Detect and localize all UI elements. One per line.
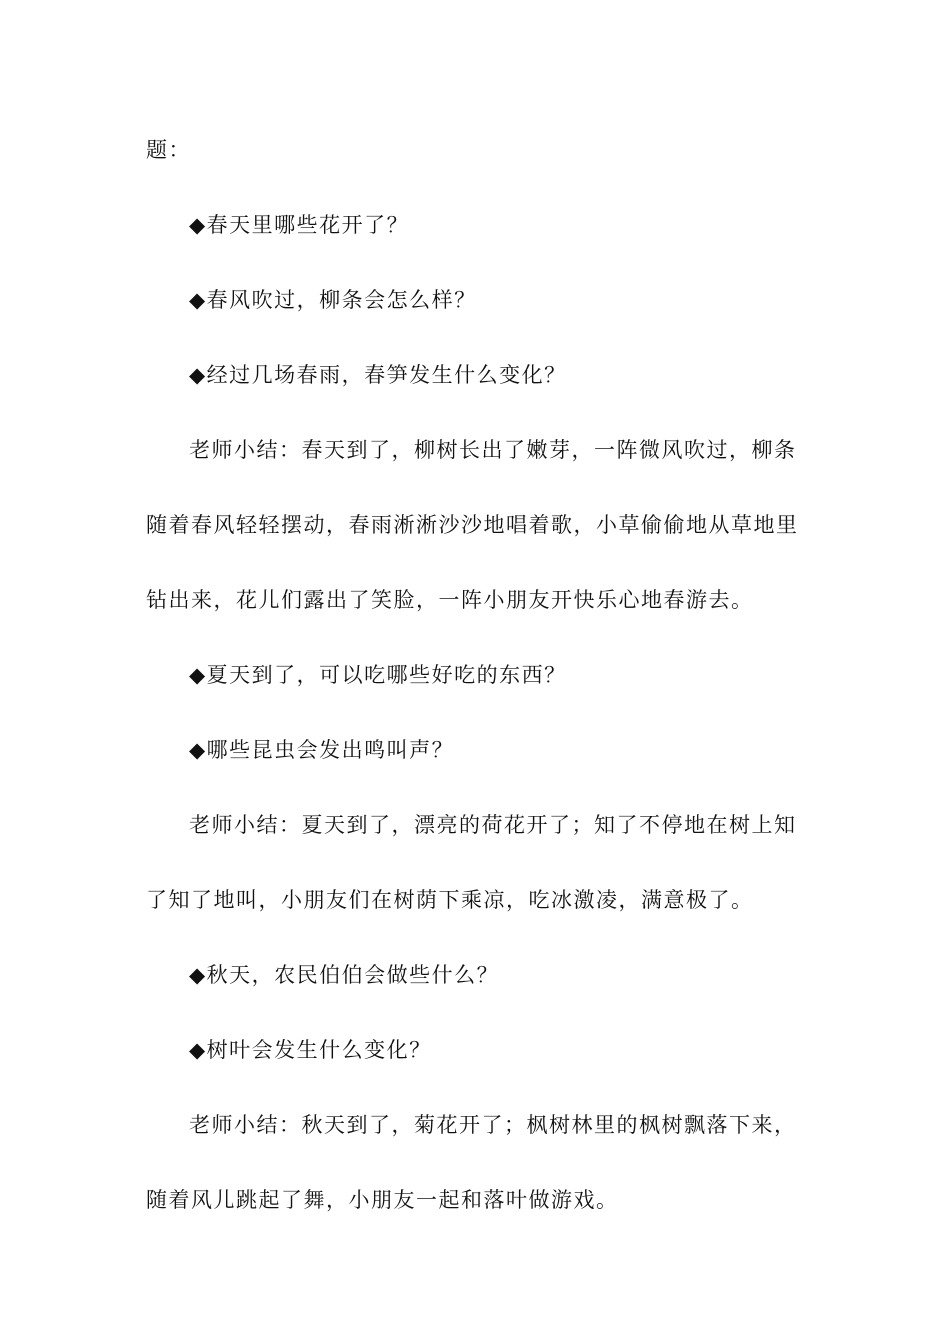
autumn-question-2: ◆树叶会发生什么变化？ bbox=[189, 1038, 432, 1062]
spring-summary-line-1: 老师小结：春天到了，柳树长出了嫩芽，一阵微风吹过，柳条 bbox=[189, 438, 797, 462]
autumn-summary-line-1: 老师小结：秋天到了，菊花开了；枫树林里的枫树飘落下来， bbox=[189, 1113, 797, 1137]
summer-summary-line-1: 老师小结：夏天到了，漂亮的荷花开了；知了不停地在树上知 bbox=[189, 813, 797, 837]
summer-summary-line-2: 了知了地叫，小朋友们在树荫下乘凉，吃冰激凌，满意极了。 bbox=[146, 888, 754, 912]
spring-question-3: ◆经过几场春雨，春笋发生什么变化？ bbox=[189, 363, 567, 387]
spring-summary-line-3: 钻出来，花儿们露出了笑脸，一阵小朋友开快乐心地春游去。 bbox=[146, 588, 754, 612]
spring-question-1: ◆春天里哪些花开了？ bbox=[189, 213, 410, 237]
summer-question-1: ◆夏天到了，可以吃哪些好吃的东西？ bbox=[189, 663, 567, 687]
spring-summary-line-2: 随着春风轻轻摆动，春雨淅淅沙沙地唱着歌，小草偷偷地从草地里 bbox=[146, 513, 799, 537]
spring-question-2: ◆春风吹过，柳条会怎么样？ bbox=[189, 288, 477, 312]
autumn-question-1: ◆秋天，农民伯伯会做些什么？ bbox=[189, 963, 500, 987]
summer-question-2: ◆哪些昆虫会发出鸣叫声？ bbox=[189, 738, 455, 762]
autumn-summary-line-2: 随着风儿跳起了舞，小朋友一起和落叶做游戏。 bbox=[146, 1188, 619, 1212]
text-line-continuation: 题： bbox=[146, 138, 191, 162]
